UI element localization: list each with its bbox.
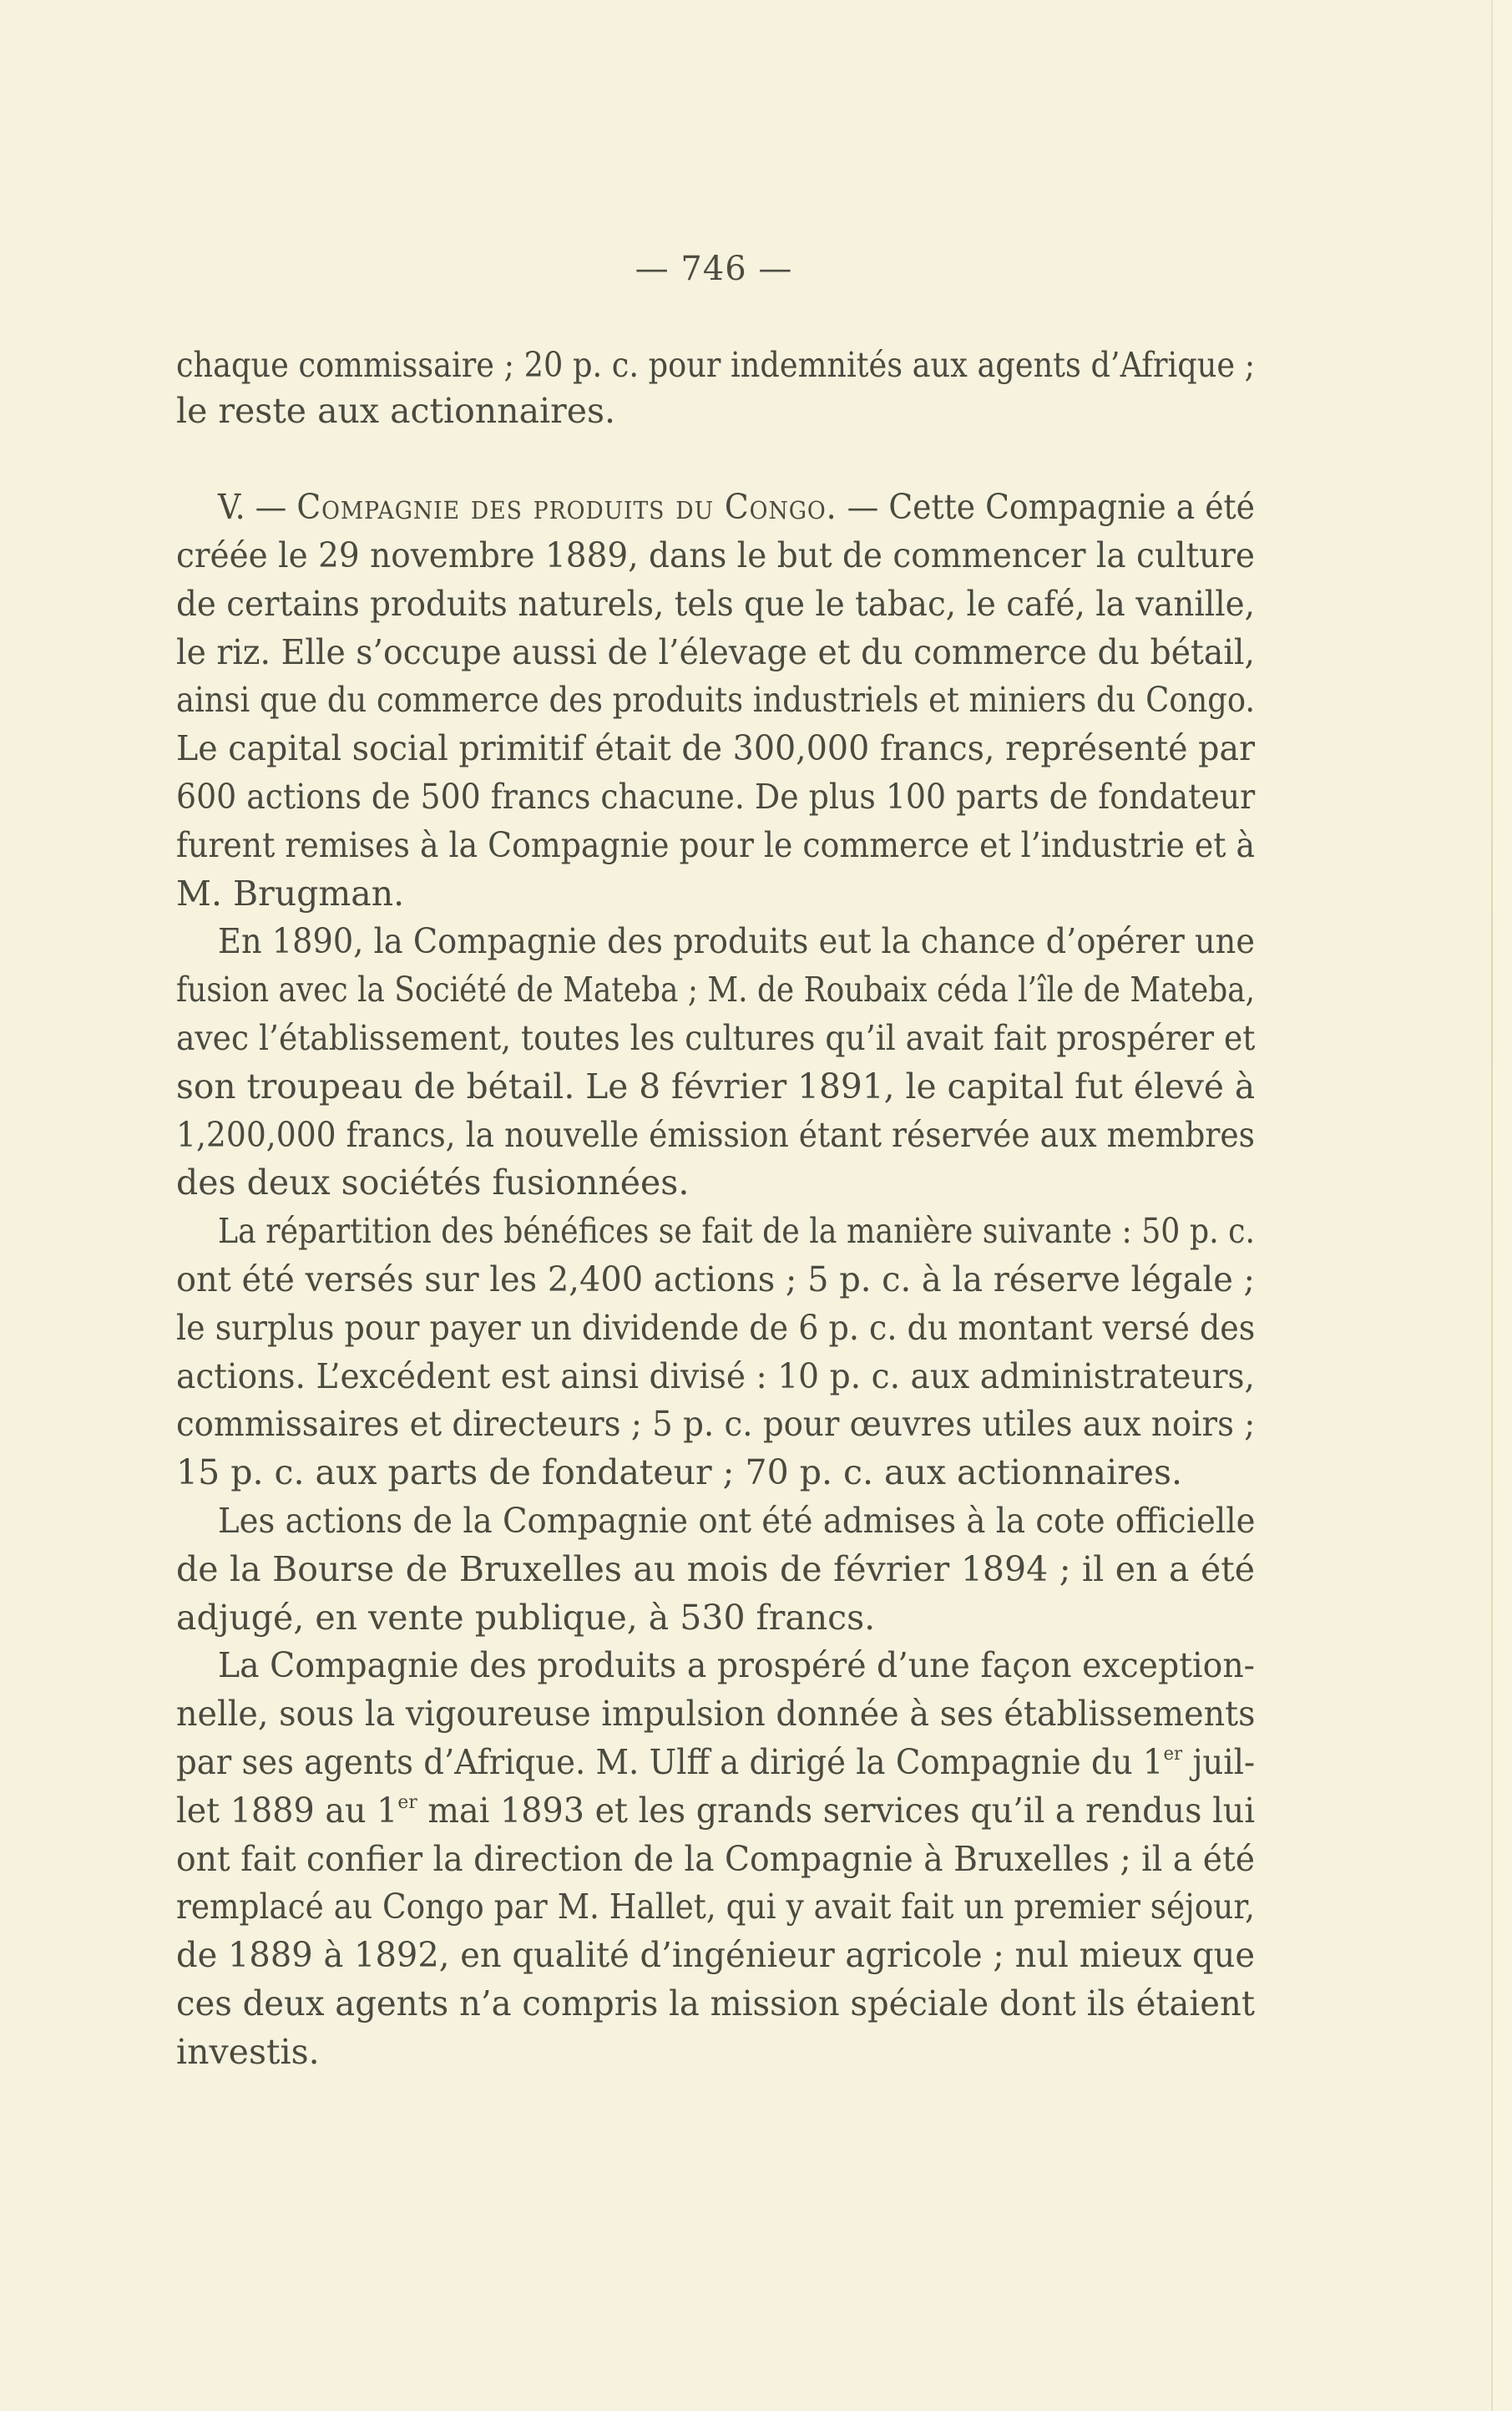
- text-fragment: mai 1893 et les grands services qu’il a rendus lui: [427, 1791, 1256, 1831]
- section-numeral: V.: [218, 487, 245, 527]
- section-heading-line: [218, 484, 1255, 530]
- text-line: le surplus pour payer un dividende de 6 p. c. du montant versé des: [176, 1308, 1256, 1348]
- section-title: Compagnie des produits du Congo.: [296, 487, 837, 527]
- text-line: fusion avec la Société de Mateba ; M. de Roubaix céda l’île de Mateba,: [176, 970, 1256, 1010]
- text-line: ont fait confier la direction de la Compagnie à Bruxelles ; il a été: [176, 1839, 1255, 1879]
- ordinal: 1er: [377, 1791, 417, 1831]
- text-line: son troupeau de bétail. Le 8 février 1891, le capital fut élevé à: [176, 1066, 1256, 1107]
- text-line: ainsi que du commerce des produits industriels et miniers du Congo.: [176, 680, 1256, 720]
- text-line: La Compagnie des produits a prospéré d’une façon exception-: [218, 1645, 1255, 1685]
- text-line: chaque commissaire ; 20 p. c. pour indemnités aux agents d’Afrique ;: [176, 345, 1256, 385]
- text-line: de 1889 à 1892, en qualité d’ingénieur agricole ; nul mieux que: [176, 1935, 1255, 1975]
- section-title-dash: —: [847, 487, 879, 527]
- text-line: créée le 29 novembre 1889, dans le but de commencer la culture: [176, 535, 1255, 575]
- text-line: Les actions de la Compagnie ont été admises à la cote officielle: [218, 1501, 1256, 1541]
- text-line: commissaires et directeurs ; 5 p. c. pour œuvres utiles aux noirs ;: [176, 1404, 1256, 1444]
- text-line: 15 p. c. aux parts de fondateur ; 70 p. c. aux actionnaires.: [176, 1452, 1183, 1492]
- text-line: 600 actions de 500 francs chacune. De plus 100 parts de fondateur: [176, 777, 1256, 817]
- section-dash: —: [255, 487, 287, 527]
- text-line: adjugé, en vente publique, à 530 francs.: [176, 1598, 876, 1638]
- text-line: le reste aux actionnaires.: [176, 391, 616, 431]
- text-line: le riz. Elle s’occupe aussi de l’élevage et du commerce du bétail,: [176, 632, 1255, 672]
- adjacent-page-margin: [1493, 0, 1512, 2411]
- text-line: [176, 1739, 1255, 1785]
- text-fragment: let 1889 au: [176, 1791, 367, 1831]
- text-line: [176, 1787, 1255, 1834]
- text-line: Le capital social primitif était de 300,000 francs, représenté par: [176, 728, 1255, 768]
- ordinal: 1er: [1142, 1742, 1183, 1782]
- page-number: — 746 —: [635, 250, 793, 288]
- text-line: En 1890, la Compagnie des produits eut la chance d’opérer une: [218, 921, 1255, 961]
- text-fragment: par ses agents d’Afrique. M. Ulff a dirigé la Compagnie du: [176, 1742, 1133, 1782]
- text-line: ces deux agents n’a compris la mission spéciale dont ils étaient: [176, 1983, 1255, 2024]
- text-line: de certains produits naturels, tels que le tabac, le café, la vanille,: [176, 584, 1256, 624]
- text-line: nelle, sous la vigoureuse impulsion donnée à ses établissements: [176, 1694, 1256, 1734]
- text-line: investis.: [176, 2032, 320, 2072]
- text-line: remplacé au Congo par M. Hallet, qui y avait fait un premier séjour,: [176, 1887, 1255, 1927]
- text-line: ont été versés sur les 2,400 actions ; 5 p. c. à la réserve légale ;: [176, 1259, 1256, 1299]
- section-first-text: Cette Compagnie a été: [888, 487, 1255, 527]
- text-line: de la Bourse de Bruxelles au mois de février 1894 ; il en a été: [176, 1549, 1255, 1589]
- text-line: avec l’établissement, toutes les cultures qu’il avait fait prospérer et: [176, 1018, 1256, 1058]
- text-fragment: juil-: [1192, 1742, 1256, 1782]
- text-line: 1,200,000 francs, la nouvelle émission étant réservée aux membres: [176, 1115, 1255, 1155]
- text-line: furent remises à la Compagnie pour le commerce et l’industrie et à: [176, 825, 1256, 865]
- text-line: M. Brugman.: [176, 874, 405, 914]
- text-line: La répartition des bénéfices se fait de la manière suivante : 50 p. c.: [218, 1211, 1255, 1251]
- page-edge: [1491, 0, 1493, 2411]
- text-line: des deux sociétés fusionnées.: [176, 1162, 690, 1203]
- text-line: actions. L’excédent est ainsi divisé : 10 p. c. aux administrateurs,: [176, 1356, 1255, 1396]
